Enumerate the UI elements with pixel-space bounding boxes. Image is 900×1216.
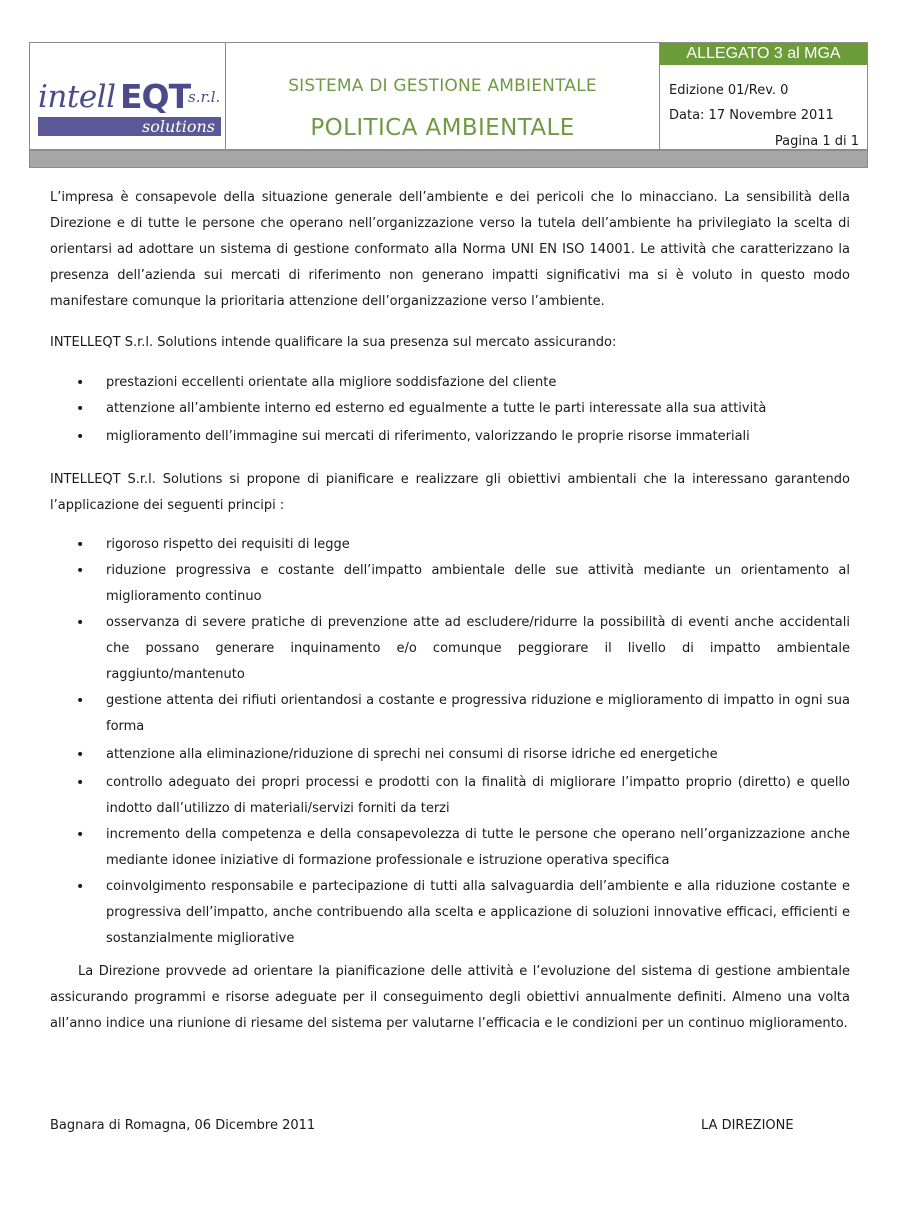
list-item: • controllo adeguato dei propri processi e prodotti con la finalità di migliorare l’impatto proprio (diretto) e quello indotto dall’utilizzo di materiali/servizi forniti da terzi [50,770,850,822]
bullet-icon: • [76,827,85,843]
list-item: • attenzione alla eliminazione/riduzione di sprechi nei consumi di risorse idriche ed energetiche [50,742,850,768]
bullet-icon: • [76,537,85,553]
header-divider-bar [29,150,868,168]
list-item: • osservanza di severe pratiche di prevenzione atte ad escludere/ridurre la possibilità di eventi anche accidentali che possano generare inquinamento e/o comunque peggiorare il livello di impatto ambientale raggiunto/mantenuto [50,610,850,688]
principles-intro: INTELLEQT S.r.l. Solutions si propone di pianificare e realizzare gli obiettivi ambientali che la interessano garantendo l’applicazione dei seguenti principi : [50,472,850,513]
logo-solutions-text: solutions [142,117,215,136]
place-date: Bagnara di Romagna, 06 Dicembre 2011 [50,1118,316,1133]
quality-list [50,370,850,450]
bullet-icon: • [76,401,85,417]
list-item: • coinvolgimento responsabile e partecipazione di tutti alla salvaguardia dell’ambiente e alla riduzione costante e progressiva dell’impatto, anche contribuendo alla scelta e applicazione di soluzioni innovative efficaci, efficienti e sostanzialmente migliorative [50,874,850,952]
bullet-icon: • [76,775,85,791]
principles-list [50,532,850,952]
bullet-icon: • [76,563,85,579]
list-item: • miglioramento dell’immagine sui mercati di riferimento, valorizzando le proprie risorse immateriali [50,424,850,450]
logo-cell [29,42,226,150]
logo-eqt-text: EQT [120,77,191,116]
list-item: • attenzione all’ambiente interno ed esterno ed egualmente a tutte le parti interessate alla sua attività [50,396,850,422]
title-cell [226,42,659,150]
logo-intell-text: intell [38,79,116,115]
bullet-icon: • [76,615,85,631]
logo-srl-text: s.r.l. [188,88,221,106]
list-item: • incremento della competenza e della consapevolezza di tutte le persone che operano nell’organizzazione anche mediante idonee iniziative di formazione professionale e istruzione operativa specifica [50,822,850,874]
closing-paragraph: La Direzione provvede ad orientare la pianificazione delle attività e l’evoluzione del sistema di gestione ambientale assicurando programmi e risorse adeguate per il conseguimento degli obiettivi annualmente definiti. Almeno una volta all’anno indice una riunione di riesame del sistema per valutarne l’efficacia e le condizioni per un continuo miglioramento. [50,964,850,1031]
document-header [29,42,868,168]
edition-label: Edizione 01/Rev. 0 [669,83,789,98]
page-number: Pagina 1 di 1 [774,134,859,149]
intro-paragraph: L’impresa è consapevole della situazione generale dell’ambiente e dei pericoli che lo minacciano. La sensibilità della Direzione e di tutte le persone che operano nell’organizzazione verso la tutela dell’ambiente ha privilegiato la scelta di orientarsi ad adottare un sistema di gestione conformato alla Norma UNI EN ISO 14001. Le attività che caratterizzano la presenza dell’azienda sui mercati di riferimento non generano impatti significativi ma si è voluto in questo modo manifestare comunque la prioritaria attenzione dell’organizzazione verso l’ambiente. [50,190,850,309]
bullet-icon: • [76,693,85,709]
bullet-icon: • [76,747,85,763]
list-item: • riduzione progressiva e costante dell’impatto ambientale delle sue attività mediante un orientamento al miglioramento continuo [50,558,850,610]
quality-intro: INTELLEQT S.r.l. Solutions intende qualificare la sua presenza sul mercato assicurando: [50,335,617,350]
list-item: • prestazioni eccellenti orientate alla migliore soddisfazione del cliente [50,370,850,396]
bullet-icon: • [76,879,85,895]
revision-cell [659,42,868,150]
date-label: Data: 17 Novembre 2011 [669,108,834,123]
list-item: • rigoroso rispetto dei requisiti di legge [50,532,850,558]
logo-band [38,117,221,136]
signature-label: LA DIREZIONE [701,1118,794,1133]
bullet-icon: • [76,375,85,391]
company-logo [38,79,222,141]
allegato-badge: ALLEGATO 3 al MGA [660,43,867,65]
list-item: • gestione attenta dei rifiuti orientandosi a costante e progressiva riduzione e miglioramento di impatto in ogni sua forma [50,688,850,740]
system-title: SISTEMA DI GESTIONE AMBIENTALE [288,76,597,96]
document-title: POLITICA AMBIENTALE [310,115,575,141]
bullet-icon: • [76,429,85,445]
